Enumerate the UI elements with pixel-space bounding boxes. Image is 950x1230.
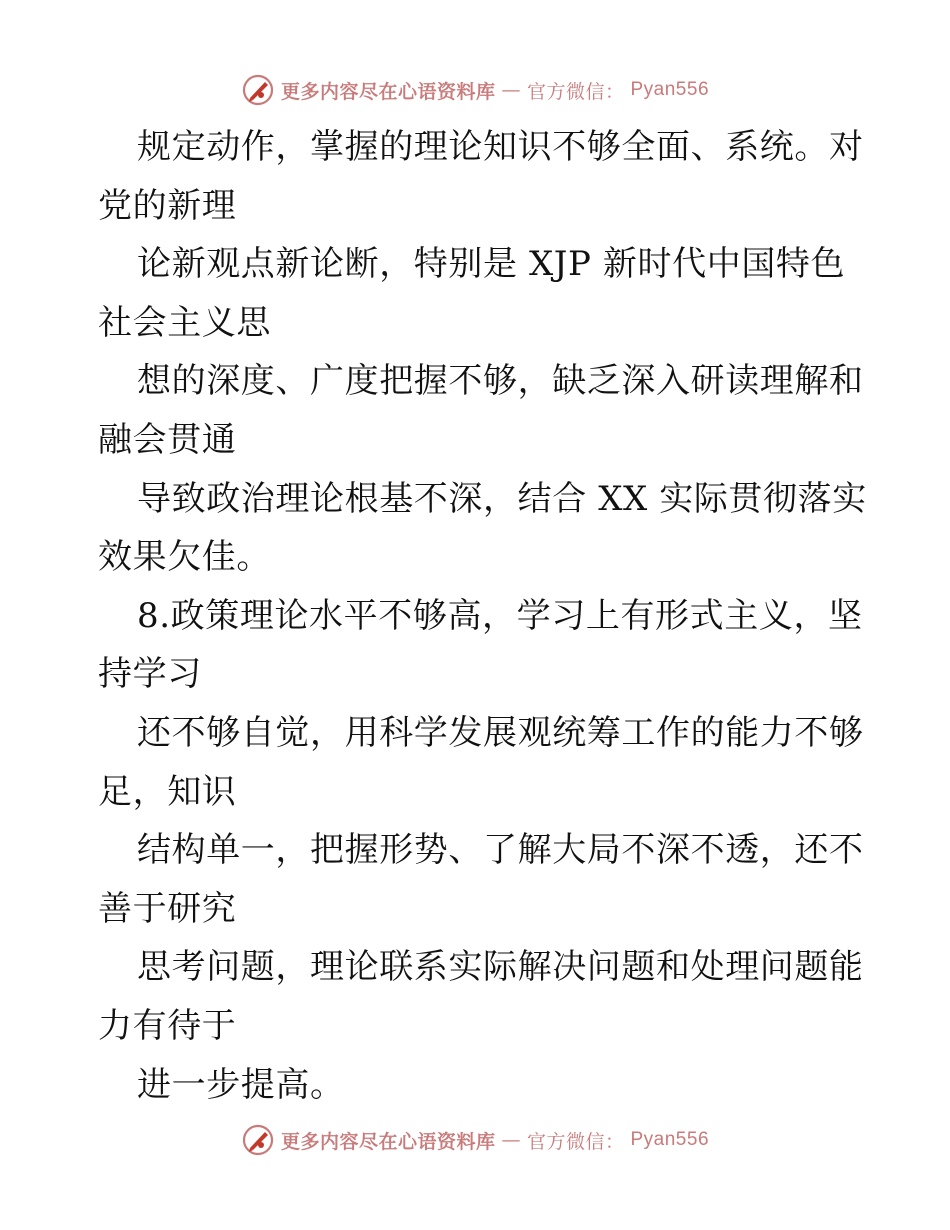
quill-logo-icon (241, 1123, 275, 1157)
body-line: 导致政治理论根基不深，结合 XX 实际贯彻落实 (137, 478, 867, 519)
footer-banner (0, 1120, 950, 1160)
header-banner (0, 70, 950, 110)
body-line: 效果欠佳。 (98, 537, 271, 578)
footer-separator: — (501, 1129, 521, 1151)
body-line: 思考问题，理论联系实际解决问题和处理问题能 (137, 947, 864, 988)
footer-wechat-label: 官方微信： (526, 1130, 625, 1153)
body-line: 想的深度、广度把握不够，缺乏深入研读理解和 (137, 361, 864, 402)
quill-logo-icon (241, 73, 275, 107)
header-wechat-id: Pyan556 (630, 79, 710, 100)
body-line: 党的新理 (98, 185, 237, 226)
header-wechat-label: 官方微信： (526, 80, 625, 103)
body-line: 论新观点新论断，特别是 XJP 新时代中国特色 (137, 244, 846, 285)
body-line: 进一步提高。 (137, 1064, 345, 1105)
body-line: 规定动作，掌握的理论知识不够全面、系统。对 (137, 127, 864, 167)
body-line: 持学习 (98, 654, 202, 695)
header-brand-text: 更多内容尽在心语资料库 (280, 80, 496, 103)
body-text (0, 118, 950, 1114)
body-line: 结构单一，把握形势、了解大局不深不透，还不 (137, 830, 864, 871)
body-line: 社会主义思 (98, 302, 271, 343)
body-line: 善于研究 (98, 888, 237, 929)
footer-brand-text: 更多内容尽在心语资料库 (280, 1130, 496, 1153)
body-line: 8.政策理论水平不够高，学习上有形式主义，坚 (137, 595, 863, 636)
header-separator: — (501, 79, 521, 101)
body-line: 力有待于 (98, 1005, 237, 1046)
body-line: 融会贯通 (98, 419, 237, 460)
body-line: 足，知识 (98, 771, 237, 812)
footer-wechat-id: Pyan556 (630, 1129, 710, 1150)
body-line: 还不够自觉，用科学发展观统筹工作的能力不够 (137, 712, 864, 753)
